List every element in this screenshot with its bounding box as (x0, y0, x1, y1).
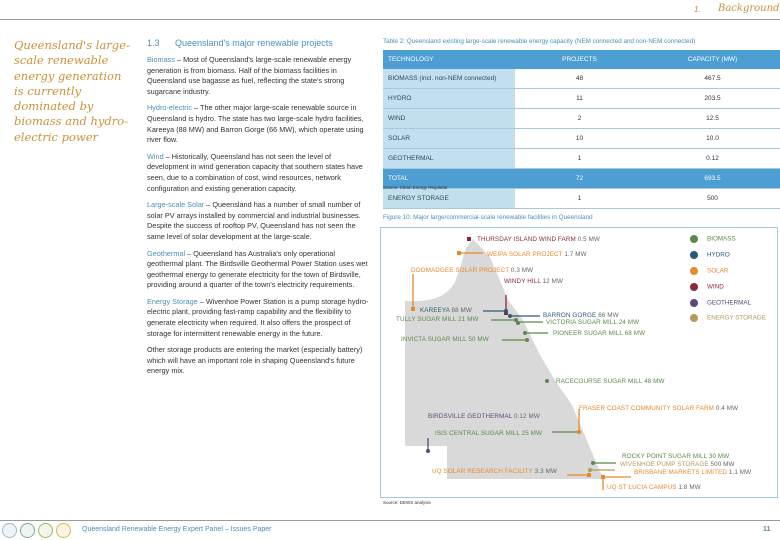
wind-dot-icon (690, 283, 698, 291)
facility-label: INVICTA SUGAR MILL 50 MW (401, 336, 489, 343)
hydro-marker (504, 309, 508, 313)
facility-label: BIRDSVILLE GEOTHERMAL 0.12 MW (428, 413, 540, 420)
solar-marker (587, 473, 591, 477)
solar-marker (577, 430, 581, 434)
chapter-number: 1. (694, 5, 701, 14)
keyword: Geothermal (147, 248, 186, 258)
hydro-dot-icon (690, 251, 698, 259)
keyword: Wind (147, 151, 164, 161)
facility-label: FRASER COAST COMMUNITY SOLAR FARM 0.4 MW (579, 405, 739, 412)
facility-label: RACECOURSE SUGAR MILL 48 MW (556, 378, 665, 385)
wave-circle-icon (20, 523, 35, 538)
geothermal-dot-icon (690, 299, 698, 307)
facility-label: ROCKY POINT SUGAR MILL 30 MW (622, 453, 730, 460)
table-row: SOLAR 10 10.0 (383, 129, 780, 149)
table-caption: Table 2: Queensland existing large-scale renewable energy capacity (NEM connected and non-NEM connected) (383, 38, 696, 45)
biomass-marker (523, 331, 527, 335)
legend-hydro: HYDRO (690, 251, 730, 259)
legend-solar: SOLAR (690, 267, 728, 275)
paragraph-wind: Wind – Historically, Queensland has not seen the level of development in wind generation capacity that southern states have seen, due to a combination of cost, wind resources, network configuration and existing generation capacity. (147, 151, 363, 193)
facility-label: WINDY HILL 12 MW (504, 278, 564, 285)
facility-label: THURSDAY ISLAND WIND FARM 0.5 MW (477, 236, 600, 243)
sun-circle-icon (56, 523, 71, 538)
legend-biomass: BIOMASS (690, 235, 736, 243)
paragraph-hydro: Hydro-electric – The other major large-scale renewable source in Queensland is hydro. The state has two large-scale hydro facilities, Kareeya (88 MW) and Barron Gorge (66 MW), which operate using river flow. (147, 103, 364, 145)
paragraph-solar: Large-scale Solar – Queensland has a number of small number of solar PV arrays installed by commercial and industrial businesses. Despite the success of rooftop PV, Queensland has not seen the same level of solar development at the large-scale. (147, 200, 361, 241)
facility-label: VICTORIA SUGAR MILL 24 MW (546, 319, 640, 326)
solar-marker (411, 307, 415, 311)
facility-label: KAREEYA 88 MW (420, 307, 472, 314)
section-number: 1.3 (147, 38, 160, 48)
facility-label: UQ ST LUCIA CAMPUS 1.8 MW (607, 484, 701, 491)
figure-source: Source: DEWS analysis (383, 500, 431, 505)
facility-label: WEIPA SOLAR PROJECT 1.7 MW (487, 251, 587, 258)
footer-divider (0, 520, 780, 521)
keyword: Large-scale Solar (147, 200, 205, 210)
facility-label: BRISBANE MARKETS LIMITED 1.1 MW (634, 469, 752, 476)
legend-geothermal: GEOTHERMAL (690, 299, 751, 307)
biomass-marker (545, 379, 549, 383)
wind-circle-icon (2, 523, 17, 538)
table-total-row: TOTAL 72 693.5 (383, 169, 780, 189)
paragraph-storage: Energy Storage – Wivenhoe Power Station is a pump storage hydro-electric plant, providing fast-ramp capability and the flexibility to generate electricity when required. It also offers the prospect of storage for intermittent renewable energy in the future. (147, 296, 369, 338)
wind-marker (467, 237, 471, 241)
biomass-marker (516, 321, 520, 325)
table-row: GEOTHERMAL 1 0.12 (383, 149, 780, 169)
figure-caption: Figure 10: Major large/commercial-scale renewable facilities in Queensland (383, 214, 593, 221)
biomass-dot-icon (690, 235, 698, 243)
facility-label: DOOMADGEE SOLAR PROJECT 0.3 MW (411, 267, 534, 274)
page-number: 11 (763, 526, 771, 533)
pull-quote: Queensland's large-scale renewable energy generation is currently dominated by biomass and hydro-electric power (14, 38, 130, 144)
hydro-marker (508, 314, 512, 318)
column-header: TECHNOLOGY (383, 50, 515, 69)
column-header: PROJECTS (515, 50, 644, 69)
section-title: Queensland's major renewable projects (175, 38, 333, 48)
keyword: Energy Storage (147, 296, 198, 306)
table-row: ENERGY STORAGE 1 500 (383, 189, 780, 209)
chapter-title: Background (718, 3, 780, 14)
facility-label: TULLY SUGAR MILL 21 MW (396, 316, 479, 323)
storage-marker (588, 468, 592, 472)
facility-label: PIONEER SUGAR MILL 68 MW (553, 330, 646, 337)
legend-energy-storage: ENERGY STORAGE (690, 314, 766, 322)
paragraph-geothermal: Geothermal – Queensland has Australia's only operational geothermal plant. The Birdsville Geothermal Power Station uses wet geothermal energy to generate electricity for the town of Birdsville, providing around a quarter of the town's electricity requirements. (147, 248, 368, 290)
facility-label: ISIS CENTRAL SUGAR MILL 25 MW (435, 430, 543, 437)
keyword: Biomass (147, 55, 175, 64)
footer-title: Queensland Renewable Energy Expert Panel – Issues Paper (82, 526, 272, 533)
biomass-marker (525, 338, 529, 342)
solar-marker (601, 475, 605, 479)
paragraph-other-storage: Other storage products are entering the market (especially battery) which will have an important role in shaping Queensland's future energy mix. (147, 345, 363, 376)
facility-label: UQ SOLAR RESEARCH FACILITY 3.3 MW (432, 468, 557, 475)
geothermal-marker (426, 449, 430, 453)
biomass-marker (591, 461, 595, 465)
solar-marker (457, 251, 461, 255)
table-row: BIOMASS (incl. non-NEM connected) 48 467.5 (383, 69, 780, 89)
solar-dot-icon (690, 267, 698, 275)
table-row: HYDRO 11 203.5 (383, 89, 780, 109)
legend-wind: WIND (690, 283, 724, 291)
column-header: CAPACITY (MW) (644, 50, 780, 69)
map-shape (405, 239, 605, 479)
facility-label: BARRON GORGE 66 MW (543, 312, 619, 319)
footer-icons (2, 522, 74, 540)
plant-circle-icon (38, 523, 53, 538)
keyword: Hydro-electric (147, 103, 193, 113)
table-row: WIND 2 12.5 (383, 109, 780, 129)
storage-dot-icon (690, 314, 698, 322)
facility-label: WIVENHOE PUMP STORAGE 500 MW (620, 461, 735, 468)
paragraph-biomass: Biomass – Most of Queensland's large-scale renewable energy generation is from biomass. Half of the biomass facilities in Queensland use bagasse as fuel, reflecting the state's strong sugarcane industry. (147, 55, 352, 96)
table-source: Source: Clean Energy Regulator (383, 185, 448, 190)
